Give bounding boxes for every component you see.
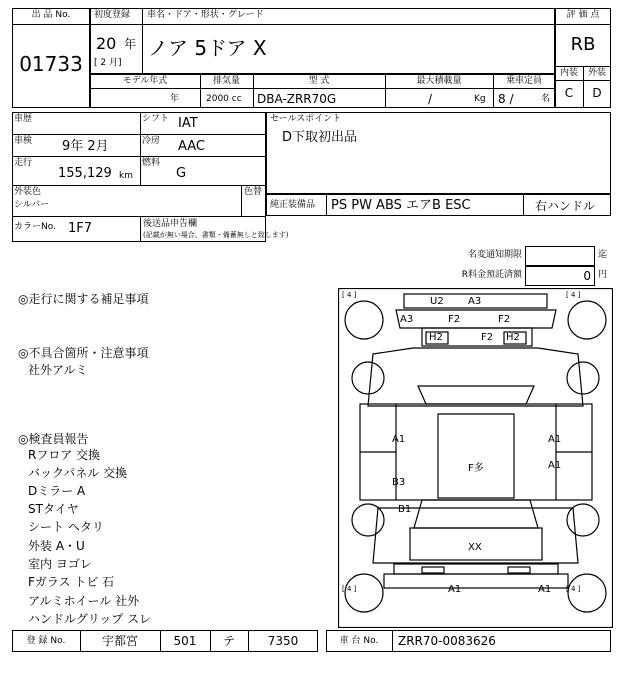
tread-fl-label: [ 4 ] (342, 291, 357, 299)
score-label: 評 価 点 (566, 10, 600, 20)
tire-rear-right (568, 574, 606, 612)
fuel-label: 燃料 (142, 158, 161, 168)
lot-number: 01733 (19, 52, 83, 76)
defect-item: 社外アルミ (28, 363, 88, 377)
mark-left-b1: B1 (398, 504, 412, 515)
inspection-value: 9年 2月 (62, 139, 109, 154)
load-label: 最大積載量 (416, 76, 462, 86)
registration-doc-label: 後送品申告欄 (143, 219, 198, 229)
color-value: シルバー (14, 200, 50, 210)
shift-label: シフト (142, 114, 170, 124)
mark-rear-left-a3: A3 (400, 314, 414, 325)
recycle-label: R料金預託済額 (461, 270, 522, 280)
reg-no-label: 登 録 No. (26, 636, 66, 646)
interior-label: 内装 (559, 68, 578, 78)
wheel-arch-front-left (352, 504, 384, 536)
mark-hood-xx: XX (468, 542, 482, 553)
reg-number: 7350 (267, 634, 299, 648)
displacement-label: 排気量 (212, 76, 240, 86)
exterior-grade: D (592, 86, 602, 100)
rear-glass (418, 386, 534, 404)
driving-title: ◎走行に関する補足事項 (18, 292, 149, 306)
chassis-number: ZRR70-0083626 (398, 634, 496, 648)
name-change-unit: 迄 (598, 250, 608, 260)
mark-rear-f2-c: F2 (481, 332, 494, 343)
wheel-arch-rear-right (567, 362, 599, 394)
mark-rear-f2-a: F2 (448, 314, 461, 325)
inspector-item: Fガラス トビ 石 (28, 575, 115, 589)
inspector-item: 外装 A・U (28, 539, 85, 553)
color-change-label: 色替 (244, 187, 263, 197)
exterior-label: 外装 (587, 68, 606, 78)
inspector-item: シート ヘタリ (28, 520, 104, 534)
year-unit: 年 (124, 37, 137, 51)
inspector-item: Rフロア 交換 (28, 448, 101, 462)
name-change-label: 名変通知期限 (467, 250, 522, 260)
mark-front-a1-b: A1 (538, 584, 552, 595)
inspector-item: 室内 ヨゴレ (28, 557, 92, 571)
first-reg-label: 初度登録 (94, 10, 131, 20)
wheel-arch-front-right (567, 504, 599, 536)
windshield (414, 500, 538, 528)
first-reg-month: [ 2 月] (94, 58, 122, 68)
steering-value: 右ハンドル (535, 199, 596, 213)
ac-value: AAC (178, 139, 205, 154)
roof (438, 414, 514, 498)
mark-roof-f: F多 (468, 463, 484, 474)
front-body (373, 508, 578, 563)
mark-right-a1-b: A1 (548, 460, 562, 471)
inspector-item: Dミラー A (28, 484, 86, 498)
interior-grade: C (564, 86, 574, 100)
color-no-label: カラーNo. (14, 222, 56, 232)
reg-class: 501 (173, 634, 197, 648)
rear-gate (396, 310, 556, 328)
mileage-unit: km (119, 171, 133, 181)
mark-front-a1-a: A1 (448, 584, 462, 595)
color-label: 外装色 (14, 187, 42, 197)
capacity-value: 8 / (498, 92, 514, 106)
score-value: RB (570, 34, 596, 55)
car-damage-diagram (338, 288, 613, 628)
model-code: DBA-ZRR70G (257, 92, 337, 106)
front-grille (394, 564, 558, 574)
equipment-value: PS PW ABS エアB ESC (331, 198, 471, 213)
mark-rear-top-u2: U2 (430, 296, 444, 307)
capacity-label: 乗車定員 (505, 76, 542, 86)
car-name: ノア 5ドア X (148, 36, 267, 60)
defects-title: ◎不具合箇所・注意事項 (18, 346, 149, 360)
load-value: / (428, 92, 433, 106)
tire-rear-left (345, 574, 383, 612)
sales-point-value: D下取初出品 (282, 130, 358, 145)
chassis-label: 車 台 No. (339, 636, 379, 646)
recycle-unit: 円 (598, 270, 608, 280)
ac-label: 冷房 (142, 136, 161, 146)
mark-rear-top-a3: A3 (468, 296, 482, 307)
inspector-title: ◎検査員報告 (18, 432, 89, 446)
headlamp-left (422, 567, 444, 573)
equipment-label: 純正装備品 (270, 200, 316, 210)
capacity-unit: 名 (541, 94, 551, 104)
color-no-value: 1F7 (68, 221, 93, 236)
inspection-label: 車検 (14, 136, 33, 146)
first-reg-year: 20 (96, 34, 117, 53)
displacement: 2000 cc (206, 94, 242, 104)
rear-quarter (368, 348, 583, 406)
inspector-item: STタイヤ (28, 502, 79, 516)
reg-city: 宇都宮 (101, 634, 138, 648)
name-change-box (525, 246, 595, 266)
model-year-unit: 年 (170, 94, 180, 104)
reg-kana: テ (222, 634, 235, 648)
mark-rear-h2-a: H2 (429, 332, 443, 343)
inspector-item: バックパネル 交換 (28, 466, 128, 480)
type-label: 型 式 (308, 76, 330, 86)
mark-right-a1-a: A1 (548, 434, 562, 445)
mark-left-b3: B3 (392, 477, 406, 488)
headlamp-right (508, 567, 530, 573)
diagram-frame (339, 289, 613, 628)
tire-front-right (568, 301, 606, 339)
tread-rr-label: [ 4 ] (566, 585, 581, 593)
mileage-value: 155,129 (58, 166, 112, 181)
mark-rear-f2-b: F2 (498, 314, 511, 325)
lot-label: 出 品 No. (31, 10, 71, 20)
registration-doc-note: (記載が無い場合、書類・備蓄無しと致します) (143, 231, 289, 239)
mileage-label: 走行 (14, 158, 33, 168)
recycle-value: 0 (583, 269, 591, 283)
mark-rear-h2-b: H2 (506, 332, 520, 343)
history-label: 車歴 (14, 114, 33, 124)
wheel-arch-rear-left (352, 362, 384, 394)
tread-rl-label: [ 4 ] (342, 585, 357, 593)
tread-fr-label: [ 4 ] (566, 291, 581, 299)
load-unit: Kg (474, 94, 486, 104)
fuel-value: G (176, 166, 187, 181)
car-name-label: 車名・ドア・形状・グレード (147, 10, 264, 20)
tire-front-left (345, 301, 383, 339)
model-year-label: モデル年式 (122, 76, 168, 86)
inspector-item: ハンドルグリップ スレ (28, 612, 152, 626)
sales-point-label: セールスポイント (270, 114, 342, 124)
shift-value: IAT (178, 116, 198, 131)
mark-left-a1: A1 (392, 434, 406, 445)
inspector-item: アルミホイール 社外 (28, 594, 140, 608)
